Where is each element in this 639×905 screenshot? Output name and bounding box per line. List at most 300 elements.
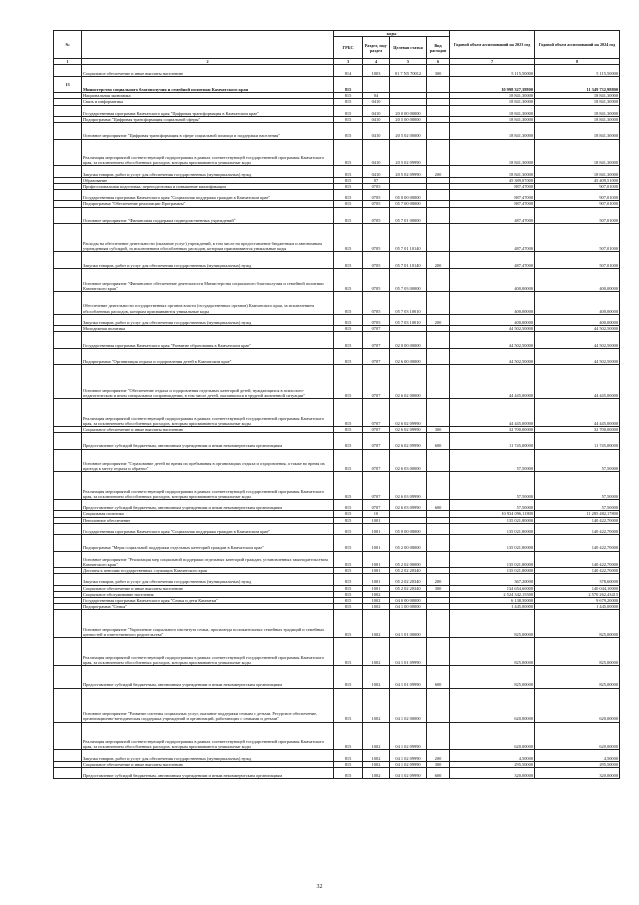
row-name: Закупка товаров, работ и услуг для обеспечения государственных (муниципальных) нужд <box>82 750 334 761</box>
row-expense-type <box>427 224 450 252</box>
row-sum-2024: 378,60000 <box>535 574 620 585</box>
row-target-article: 04 1 02 09990 <box>390 750 427 761</box>
row-target-article: 02 6 03 00000 <box>390 449 427 472</box>
row-sum-2023: 18 841,30000 <box>450 99 535 105</box>
row-razdel: 0705 <box>363 292 390 315</box>
row-sum-2023: 4,50000 <box>450 750 535 761</box>
row-sum-2023: 10 998 327,38800 <box>450 76 535 92</box>
row-number <box>54 105 82 116</box>
row-grbs: 815 <box>334 511 363 517</box>
row-razdel: 1001 <box>363 523 390 534</box>
row-sum-2023: 487,47000 <box>450 207 535 223</box>
row-grbs: 815 <box>334 688 363 722</box>
row-name: Предоставление субсидий бюджетным, автономным учреждениям и иным некоммерческим организациям <box>82 768 334 779</box>
row-razdel: 1001 <box>363 574 390 585</box>
row-target-article: 02 6 02 09990 <box>390 399 427 427</box>
row-name: Реализация мероприятий соответствующей подпрограммы в рамках соответствующей государственной программы Камчатского края, за исключением обособленных расходов, которым присваиваются уникальные коды <box>82 722 334 750</box>
row-target-article: 05 7 03 10010 <box>390 292 427 315</box>
row-name: Основное мероприятие "Развитие системы социальных услуг, оказание поддержки семьям с детьми. Ресурсное обеспечение, организационно-методическая поддержка учреждений и организаций, работающих с семьями и детьми" <box>82 688 334 722</box>
row-grbs: 815 <box>334 314 363 325</box>
row-sum-2023: 44 502,50000 <box>450 326 535 332</box>
row-razdel: 0707 <box>363 365 390 399</box>
header-name <box>82 31 334 59</box>
row-target-article: 05 7 01 10140 <box>390 251 427 269</box>
row-sum-2024: 2 570 262,43415 <box>535 591 620 597</box>
row-expense-type <box>427 638 450 666</box>
row-razdel: 0705 <box>363 314 390 325</box>
row-number <box>54 314 82 325</box>
row-sum-2023: 887,47000 <box>450 201 535 207</box>
row-name: Социальная политика <box>82 511 334 517</box>
table-row <box>54 433 620 449</box>
table-row <box>54 65 620 76</box>
row-expense-type <box>427 139 450 166</box>
row-number <box>54 638 82 666</box>
row-razdel: 0410 <box>363 105 390 116</box>
row-name: Реализация мероприятий соответствующей подпрограммы в рамках соответствующей государственной программы Камчатского края, за исключением обособленных расходов, которым присваиваются уникальные коды <box>82 399 334 427</box>
row-razdel: 0410 <box>363 123 390 139</box>
row-razdel: 0707 <box>363 472 390 500</box>
row-razdel: 1002 <box>363 722 390 750</box>
row-target-article: 02 6 02 00000 <box>390 365 427 399</box>
row-razdel: 0410 <box>363 139 390 166</box>
row-sum-2024: 11 745,00000 <box>535 433 620 449</box>
row-razdel: 0707 <box>363 433 390 449</box>
row-sum-2024: 320,00000 <box>535 768 620 779</box>
row-target-article: 01 7 N5 70012 <box>390 65 427 76</box>
row-number <box>54 750 82 761</box>
row-grbs: 815 <box>334 426 363 432</box>
row-razdel: 0705 <box>363 207 390 223</box>
row-target-article: 04 1 01 09990 <box>390 638 427 666</box>
row-sum-2024: 825,00000 <box>535 666 620 689</box>
row-target-article: 04 1 00 00000 <box>390 604 427 610</box>
row-expense-type <box>427 399 450 427</box>
row-grbs: 815 <box>334 177 363 183</box>
row-target-article: 02 6 03 09990 <box>390 500 427 511</box>
row-sum-2023: 825,00000 <box>450 610 535 638</box>
row-razdel: 1002 <box>363 638 390 666</box>
row-target-article: 05 2 00 00000 <box>390 535 427 551</box>
row-sum-2024: 140 422,70000 <box>535 517 620 523</box>
row-grbs: 815 <box>334 166 363 177</box>
row-razdel: 1002 <box>363 666 390 689</box>
header-index: 1 <box>54 59 82 65</box>
row-expense-type <box>427 523 450 534</box>
row-sum-2023: 5 115,50000 <box>450 65 535 76</box>
row-sum-2024: 18 841,30000 <box>535 123 620 139</box>
row-target-article: 20 5 02 09990 <box>390 166 427 177</box>
row-expense-type: 600 <box>427 500 450 511</box>
row-grbs: 815 <box>334 116 363 122</box>
row-razdel: 1001 <box>363 585 390 591</box>
row-razdel: 1002 <box>363 768 390 779</box>
row-grbs: 815 <box>334 666 363 689</box>
row-sum-2024: 907,01000 <box>535 183 620 189</box>
row-target-article: 05 7 01 00000 <box>390 207 427 223</box>
row-expense-type <box>427 105 450 116</box>
row-name: Национальная экономика <box>82 93 334 99</box>
row-name: Закупка товаров, работ и услуг для обеспечения государственных (муниципальных) нужд <box>82 314 334 325</box>
row-sum-2023: 11 745,00000 <box>450 433 535 449</box>
row-expense-type: 600 <box>427 768 450 779</box>
row-razdel: 1002 <box>363 761 390 767</box>
table-row <box>54 523 620 534</box>
row-sum-2024: 44 502,50000 <box>535 348 620 364</box>
row-sum-2023: 18 841,30000 <box>450 116 535 122</box>
row-grbs: 815 <box>334 761 363 767</box>
row-razdel: 0707 <box>363 326 390 332</box>
row-name: Подпрограмма "Семья" <box>82 604 334 610</box>
header-index: 5 <box>390 59 427 65</box>
row-grbs: 815 <box>334 551 363 567</box>
row-sum-2024: 620,00000 <box>535 688 620 722</box>
row-razdel: 0410 <box>363 99 390 105</box>
row-sum-2023: 18 841,30000 <box>450 105 535 116</box>
row-target-article: 04 1 02 09990 <box>390 761 427 767</box>
page-number: 32 <box>316 884 323 890</box>
row-sum-2023: 887,47000 <box>450 183 535 189</box>
table-row <box>54 207 620 223</box>
table-row <box>54 551 620 567</box>
row-sum-2024: 18 841,30000 <box>535 116 620 122</box>
row-sum-2024: 140 422,70000 <box>535 523 620 534</box>
row-razdel: 07 <box>363 177 390 183</box>
row-sum-2023: 44 502,50000 <box>450 332 535 348</box>
row-expense-type: 200 <box>427 314 450 325</box>
row-razdel: 0705 <box>363 183 390 189</box>
row-razdel: 0705 <box>363 269 390 292</box>
row-grbs: 815 <box>334 517 363 523</box>
row-expense-type <box>427 207 450 223</box>
row-target-article: 04 1 01 00000 <box>390 610 427 638</box>
row-name: Реализация мероприятий соответствующей подпрограммы в рамках соответствующей государственной программы Камчатского края, за исключением обособленных расходов, которым присваиваются уникальные коды <box>82 472 334 500</box>
row-name: Государственная программа Камчатского края "Цифровая трансформация в Камчатском крае" <box>82 105 334 116</box>
row-target-article: 05 0 00 00000 <box>390 523 427 534</box>
table-row <box>54 688 620 722</box>
row-sum-2023: 135 021,80000 <box>450 568 535 574</box>
row-expense-type: 300 <box>427 585 450 591</box>
header-index: 7 <box>450 59 535 65</box>
row-number <box>54 472 82 500</box>
row-sum-2023: 57,50000 <box>450 472 535 500</box>
table-row <box>54 722 620 750</box>
row-name: Предоставление субсидий бюджетным, автономным учреждениям и иным некоммерческим организациям <box>82 433 334 449</box>
row-grbs: 815 <box>334 604 363 610</box>
header-sum-2024: Годовой объем ассигнований на 2024 год <box>535 31 620 59</box>
table-row <box>54 610 620 638</box>
row-sum-2023: 135 021,80000 <box>450 523 535 534</box>
row-number <box>54 332 82 348</box>
row-sum-2023: 887,47000 <box>450 190 535 201</box>
row-expense-type: 600 <box>427 666 450 689</box>
row-razdel: 1002 <box>363 604 390 610</box>
row-razdel: 0410 <box>363 116 390 122</box>
row-grbs: 815 <box>334 139 363 166</box>
row-expense-type: 300 <box>427 426 450 432</box>
row-number <box>54 166 82 177</box>
row-grbs: 815 <box>334 269 363 292</box>
row-target-article: 04 1 02 00000 <box>390 688 427 722</box>
header-codes: коды <box>334 31 450 37</box>
row-number <box>54 139 82 166</box>
row-expense-type: 300 <box>427 761 450 767</box>
row-target-article: 02 6 00 00000 <box>390 348 427 364</box>
row-grbs: 814 <box>334 65 363 76</box>
row-expense-type <box>427 292 450 315</box>
row-sum-2024: 140 422,70000 <box>535 551 620 567</box>
row-number <box>54 666 82 689</box>
row-name: Образование <box>82 177 334 183</box>
row-sum-2023: 57,50000 <box>450 449 535 472</box>
row-razdel: 1001 <box>363 535 390 551</box>
table-body <box>54 65 620 779</box>
row-grbs: 815 <box>334 591 363 597</box>
row-expense-type <box>427 472 450 500</box>
row-number <box>54 207 82 223</box>
row-expense-type: 200 <box>427 251 450 269</box>
table-row <box>54 348 620 364</box>
table-row <box>54 666 620 689</box>
row-sum-2023: 400,00000 <box>450 269 535 292</box>
row-sum-2024: 825,00000 <box>535 610 620 638</box>
row-number <box>54 251 82 269</box>
row-expense-type: 200 <box>427 750 450 761</box>
row-target-article: 05 7 01 10140 <box>390 224 427 252</box>
table-row <box>54 399 620 427</box>
row-number <box>54 65 82 76</box>
row-grbs: 815 <box>334 207 363 223</box>
row-sum-2024: 400,00000 <box>535 314 620 325</box>
row-razdel: 0707 <box>363 426 390 432</box>
row-sum-2023: 135 021,80000 <box>450 535 535 551</box>
row-sum-2024: 825,00000 <box>535 638 620 666</box>
row-grbs: 815 <box>334 190 363 201</box>
row-name: Социальное обеспечение и иные выплаты населению <box>82 585 334 591</box>
row-sum-2024: 9 679,20000 <box>535 598 620 604</box>
row-grbs: 815 <box>334 224 363 252</box>
row-name: Реализация мероприятий соответствующей подпрограммы в рамках соответствующей государственной программы Камчатского края, за исключением обособленных расходов, которым присваиваются уникальные коды <box>82 139 334 166</box>
row-razdel: 0707 <box>363 399 390 427</box>
row-target-article: 20 5 02 00000 <box>390 123 427 139</box>
row-name: Профессиональная подготовка, переподготовка и повышение квалификации <box>82 183 334 189</box>
row-grbs: 815 <box>334 332 363 348</box>
row-number <box>54 610 82 638</box>
row-number <box>54 688 82 722</box>
row-grbs: 815 <box>334 472 363 500</box>
row-sum-2023: 320,00000 <box>450 768 535 779</box>
row-sum-2024: 44 502,50000 <box>535 332 620 348</box>
table-row <box>54 269 620 292</box>
table-row <box>54 500 620 511</box>
header-vr: Вид расходов <box>427 37 450 59</box>
row-sum-2023: 400,00000 <box>450 314 535 325</box>
row-expense-type <box>427 365 450 399</box>
row-sum-2023: 295,50000 <box>450 761 535 767</box>
row-target-article: 05 2 02 20340 <box>390 568 427 574</box>
row-target-article: 02 0 00 00000 <box>390 332 427 348</box>
row-razdel: 0705 <box>363 201 390 207</box>
row-razdel: 0707 <box>363 500 390 511</box>
row-name: Государственная программа Камчатского края "Социальная поддержка граждан в Камчатском крае" <box>82 523 334 534</box>
table-row <box>54 535 620 551</box>
row-sum-2023: 44 502,50000 <box>450 348 535 364</box>
row-sum-2023: 57,50000 <box>450 500 535 511</box>
row-number <box>54 449 82 472</box>
row-expense-type <box>427 722 450 750</box>
row-sum-2024: 507,01000 <box>535 224 620 252</box>
row-name: Обеспечение деятельности государственных органов власти (государственных органов) Камчатского края, за исключением обособленных расходов, которым присваиваются уникальные коды <box>82 292 334 315</box>
row-razdel: 0707 <box>363 332 390 348</box>
row-grbs: 815 <box>334 768 363 779</box>
row-number <box>54 500 82 511</box>
row-grbs: 815 <box>334 326 363 332</box>
row-sum-2023: 44 445,00000 <box>450 365 535 399</box>
row-name: Основное мероприятие "Цифровая трансформация в сфере социальной помощи и поддержки населения" <box>82 123 334 139</box>
row-sum-2024: 18 841,30000 <box>535 105 620 116</box>
row-sum-2023: 487,47000 <box>450 251 535 269</box>
row-target-article: 04 0 00 00000 <box>390 598 427 604</box>
row-sum-2024: 18 841,30000 <box>535 93 620 99</box>
row-grbs: 815 <box>334 750 363 761</box>
row-target-article: 05 0 00 00000 <box>390 190 427 201</box>
table-row <box>54 123 620 139</box>
row-sum-2023: 620,00000 <box>450 688 535 722</box>
row-grbs: 815 <box>334 99 363 105</box>
row-sum-2023: 135 021,80000 <box>450 551 535 567</box>
row-expense-type: 200 <box>427 166 450 177</box>
row-razdel: 1002 <box>363 688 390 722</box>
row-name: Закупка товаров, работ и услуг для обеспечения государственных (муниципальных) нужд <box>82 251 334 269</box>
row-razdel <box>363 76 390 92</box>
row-sum-2024: 400,00000 <box>535 269 620 292</box>
row-expense-type: 300 <box>427 65 450 76</box>
row-sum-2024: 5 115,50000 <box>535 65 620 76</box>
row-number <box>54 123 82 139</box>
header-razdel: Раздел, под-раздел <box>363 37 390 59</box>
row-sum-2023: 18 841,30000 <box>450 123 535 139</box>
row-name: Подпрограмма "Обеспечение реализации Программы" <box>82 201 334 207</box>
row-target-article: 02 6 03 09990 <box>390 472 427 500</box>
row-sum-2024: 18 841,30000 <box>535 166 620 177</box>
row-expense-type <box>427 535 450 551</box>
row-expense-type <box>427 610 450 638</box>
header-index: 8 <box>535 59 620 65</box>
row-target-article: 04 1 02 09990 <box>390 768 427 779</box>
row-name: Социальное обеспечение и иные выплаты населению <box>82 65 334 76</box>
row-name: Основное мероприятие "Реализация мер социальной поддержки отдельных категорий граждан, установленных законодательством Камчатского края" <box>82 551 334 567</box>
row-sum-2023: 620,00000 <box>450 722 535 750</box>
row-target-article: 02 6 02 09990 <box>390 426 427 432</box>
row-expense-type: 200 <box>427 574 450 585</box>
row-razdel: 1002 <box>363 610 390 638</box>
row-target-article: 05 7 03 10010 <box>390 314 427 325</box>
header-index: 2 <box>82 59 334 65</box>
table-row <box>54 768 620 779</box>
header-grbs: ГРБС <box>334 37 363 59</box>
row-sum-2023: 400,00000 <box>450 292 535 315</box>
row-razdel: 0707 <box>363 348 390 364</box>
row-target-article: 20 0 00 00000 <box>390 105 427 116</box>
row-sum-2024: 11 285 482,17800 <box>535 511 620 517</box>
row-grbs: 815 <box>334 399 363 427</box>
row-target-article: 20 5 02 09990 <box>390 139 427 166</box>
row-name: Пенсионное обеспечение <box>82 517 334 523</box>
row-name: Молодежная политика <box>82 326 334 332</box>
table-row <box>54 166 620 177</box>
row-sum-2024: 907,01000 <box>535 201 620 207</box>
row-sum-2023: 32 700,00000 <box>450 426 535 432</box>
row-sum-2023: 825,00000 <box>450 666 535 689</box>
row-sum-2023: 6 138,50000 <box>450 598 535 604</box>
row-name: Государственная программа Камчатского края "Развитие образования в Камчатском крае" <box>82 332 334 348</box>
row-number <box>54 722 82 750</box>
row-name: Основное мероприятие "Укрепление социального института семьи, пропаганда положительных семейных традиций и семейных ценностей и ответственного родительства" <box>82 610 334 638</box>
row-grbs: 815 <box>334 638 363 666</box>
row-target-article: 05 2 02 20340 <box>390 574 427 585</box>
row-grbs: 815 <box>334 449 363 472</box>
row-sum-2024: 57,50000 <box>535 500 620 511</box>
row-name: Подпрограмма "Организация отдыха и оздоровления детей в Камчатском крае" <box>82 348 334 364</box>
row-grbs: 815 <box>334 722 363 750</box>
row-sum-2024: 140 422,70000 <box>535 535 620 551</box>
table-row <box>54 190 620 201</box>
row-expense-type <box>427 123 450 139</box>
row-razdel: 0705 <box>363 251 390 269</box>
row-razdel: 1001 <box>363 568 390 574</box>
row-name: Реализация мероприятий соответствующей подпрограммы в рамках соответствующей государственной программы Камчатского края, за исключением обособленных расходов, которым присваиваются уникальные коды <box>82 638 334 666</box>
row-razdel: 1002 <box>363 750 390 761</box>
row-name: Основное мероприятие "Обеспечение отдыха и оздоровления отдельных категорий детей, нуждающихся в психолого-педагогическом и ином специальном сопровождении, в том числе детей, оказавшихся в трудной жизненной ситуации" <box>82 365 334 399</box>
row-target-article: 02 6 02 09990 <box>390 433 427 449</box>
row-razdel: 0410 <box>363 166 390 177</box>
header-index: 6 <box>427 59 450 65</box>
row-expense-type: 600 <box>427 433 450 449</box>
table-row <box>54 105 620 116</box>
row-grbs: 815 <box>334 105 363 116</box>
row-sum-2024: 57,50000 <box>535 449 620 472</box>
row-sum-2023: 44 445,00000 <box>450 399 535 427</box>
row-target-article: 05 2 02 20340 <box>390 585 427 591</box>
row-sum-2024: 400,00000 <box>535 292 620 315</box>
row-number <box>54 292 82 315</box>
row-target-article: 05 7 00 00000 <box>390 201 427 207</box>
row-sum-2024: 45 409,51000 <box>535 177 620 183</box>
row-sum-2024: 44 502,50000 <box>535 326 620 332</box>
row-razdel: 1002 <box>363 591 390 597</box>
row-razdel: 1001 <box>363 551 390 567</box>
row-name: Государственная программа Камчатского края "Семья и дети Камчатки" <box>82 598 334 604</box>
table-row <box>54 251 620 269</box>
row-name: Социальное обслуживание населения <box>82 591 334 597</box>
row-grbs: 815 <box>334 585 363 591</box>
row-sum-2023: 18 841,30000 <box>450 139 535 166</box>
row-number <box>54 574 82 585</box>
row-name: Социальное обеспечение и иные выплаты населению <box>82 426 334 432</box>
row-sum-2023: 10 934 096,11800 <box>450 511 535 517</box>
row-sum-2024: 140 044,10000 <box>535 585 620 591</box>
row-name: Подпрограмма "Цифровая трансформация социальной сферы" <box>82 116 334 122</box>
table-row <box>54 139 620 166</box>
row-name: Закупка товаров, работ и услуг для обеспечения государственных (муниципальных) нужд <box>82 574 334 585</box>
table-row <box>54 750 620 761</box>
row-expense-type <box>427 269 450 292</box>
row-sum-2024: 44 445,00000 <box>535 365 620 399</box>
row-number <box>54 224 82 252</box>
row-grbs: 815 <box>334 292 363 315</box>
row-name: Основное мероприятие "Финансовое обеспечение деятельности Министерства социального благополучия и семейной политики Камчатского края" <box>82 269 334 292</box>
row-sum-2024: 140 422,70000 <box>535 568 620 574</box>
